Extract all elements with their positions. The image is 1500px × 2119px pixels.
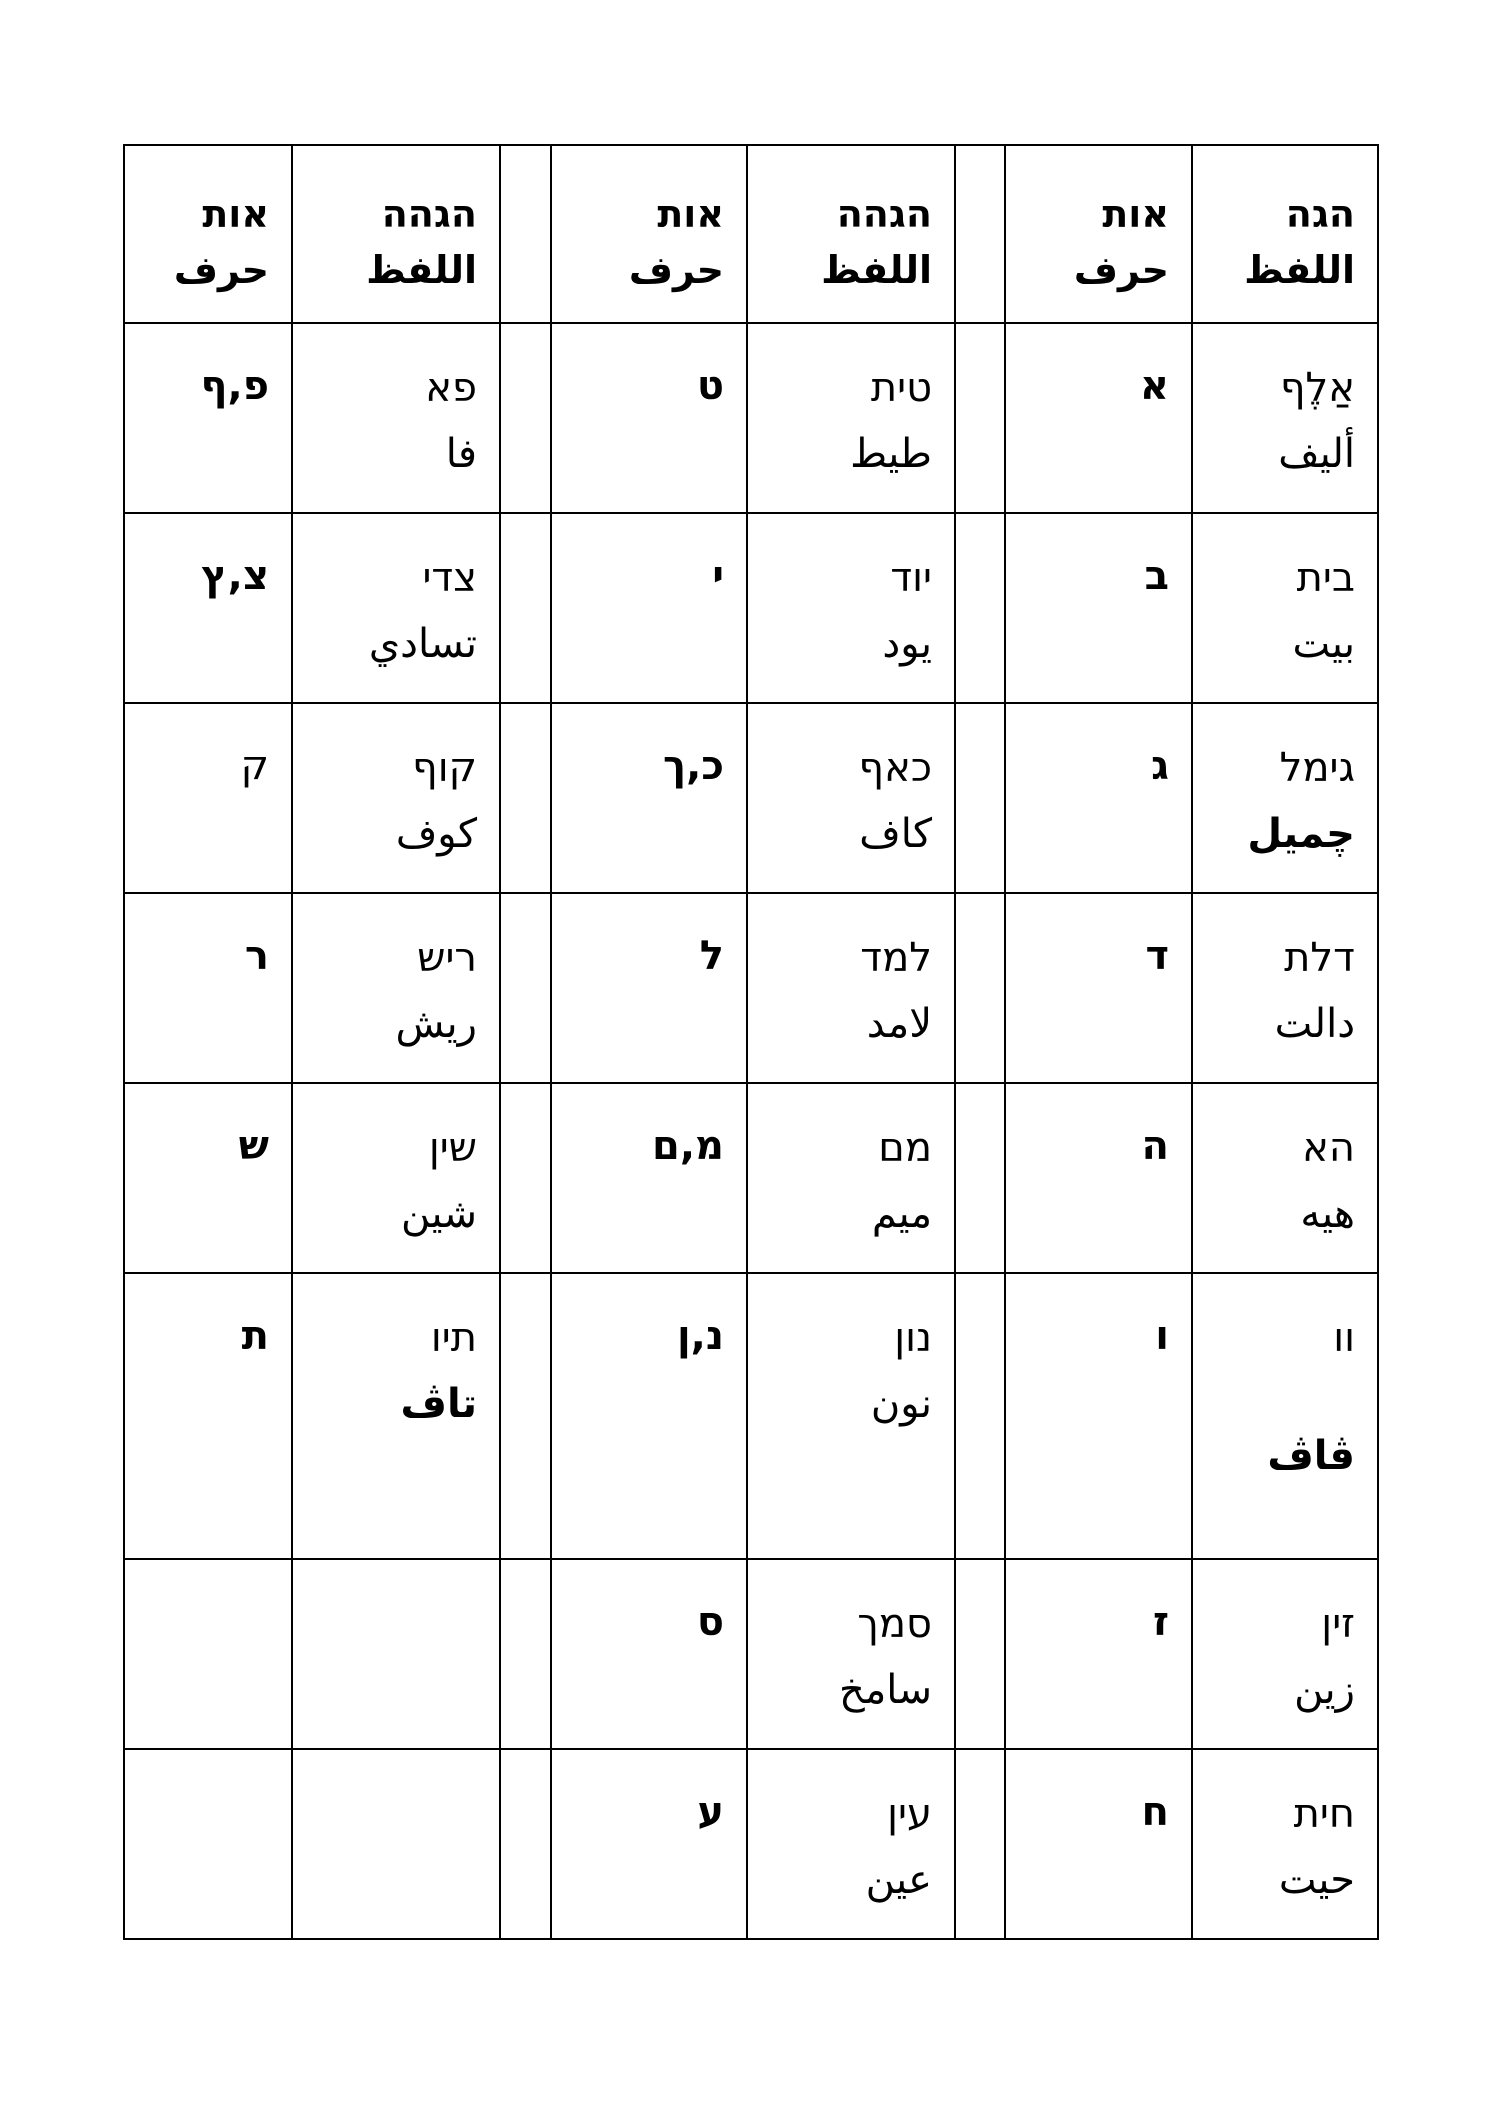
name-cell: [747, 1749, 955, 1939]
name-cell: [1192, 1559, 1378, 1749]
header-line-hebrew: אות: [657, 192, 724, 236]
header-line-arabic: اللفظ: [366, 248, 477, 292]
header-line-hebrew: הגהה: [381, 192, 477, 236]
name-cell: [747, 323, 955, 513]
arabic-name: تاڤ: [400, 1381, 477, 1427]
spacer-cell: [500, 1559, 551, 1749]
letter-cell: [1005, 1749, 1192, 1939]
letter-cell: [124, 893, 292, 1083]
arabic-name: نون: [870, 1381, 932, 1427]
spacer-cell: [500, 893, 551, 1083]
arabic-name: تسادي: [368, 621, 477, 667]
letter-glyph: ק: [240, 743, 269, 789]
letter-cell: [124, 703, 292, 893]
name-cell: [1192, 513, 1378, 703]
letter-cell: [124, 1083, 292, 1273]
letter-glyph: כ,ך: [663, 743, 724, 789]
letter-glyph: פ,ף: [200, 363, 269, 409]
hebrew-name: תיו: [430, 1315, 477, 1361]
spacer-cell: [955, 893, 1005, 1083]
name-cell: [747, 513, 955, 703]
letter-glyph: ע: [697, 1789, 724, 1835]
header-line-hebrew: הגה: [1285, 192, 1355, 236]
name-cell: [1192, 1083, 1378, 1273]
arabic-name: ڤاڤ: [1267, 1433, 1355, 1479]
header-pronunciation-column-2: [747, 145, 955, 323]
spacer-cell: [955, 1559, 1005, 1749]
arabic-name: طيط: [850, 431, 932, 477]
arabic-name: بيت: [1292, 621, 1355, 667]
arabic-name: يود: [882, 621, 932, 667]
hebrew-name: נון: [894, 1315, 932, 1361]
header-line-arabic: اللفظ: [1244, 248, 1355, 292]
spacer-cell: [955, 513, 1005, 703]
letter-cell: [124, 1273, 292, 1559]
header-line-arabic: اللفظ: [821, 248, 932, 292]
letter-cell: [551, 513, 747, 703]
arabic-name: چميل: [1247, 811, 1355, 857]
spacer-cell: [955, 1273, 1005, 1559]
name-cell: [1192, 1749, 1378, 1939]
name-cell: [747, 893, 955, 1083]
arabic-name: عين: [865, 1857, 932, 1903]
empty-cell: [292, 1559, 500, 1749]
header-pronunciation-column-1: [1192, 145, 1378, 323]
hebrew-name: גימל: [1279, 745, 1355, 791]
hebrew-name: יוד: [890, 555, 932, 601]
header-line-arabic: حرف: [173, 248, 269, 292]
letter-glyph: ס: [696, 1599, 724, 1645]
arabic-name: كاف: [859, 811, 932, 857]
empty-cell: [124, 1559, 292, 1749]
spacer-cell: [500, 1749, 551, 1939]
name-cell: [292, 1083, 500, 1273]
name-cell: [1192, 893, 1378, 1083]
letter-cell: [551, 1749, 747, 1939]
hebrew-name: צדי: [422, 555, 477, 601]
header-line-hebrew: הגהה: [836, 192, 932, 236]
arabic-name: أليف: [1278, 431, 1355, 477]
letter-glyph: ד: [1145, 933, 1169, 979]
hebrew-name: חית: [1293, 1791, 1355, 1837]
letter-glyph: ו: [1155, 1313, 1169, 1359]
spacer-cell: [500, 1273, 551, 1559]
spacer-cell: [955, 703, 1005, 893]
hebrew-name: זין: [1321, 1601, 1355, 1647]
letter-glyph: ר: [244, 933, 269, 979]
letter-glyph: ט: [696, 363, 724, 409]
hebrew-name: הא: [1302, 1125, 1355, 1171]
letter-glyph: ח: [1141, 1789, 1169, 1835]
table-row: [124, 1273, 1378, 1559]
letter-glyph: ש: [238, 1123, 269, 1169]
hebrew-alphabet-table: [123, 144, 1379, 1940]
arabic-name: حيت: [1278, 1857, 1355, 1903]
arabic-name: شين: [400, 1191, 477, 1237]
hebrew-name: מם: [878, 1125, 932, 1171]
spacer-cell: [500, 1083, 551, 1273]
letter-cell: [124, 323, 292, 513]
header-line-arabic: حرف: [628, 248, 724, 292]
name-cell: [747, 1559, 955, 1749]
letter-glyph: ל: [699, 933, 724, 979]
table-row: [124, 1749, 1378, 1939]
letter-cell: [551, 1083, 747, 1273]
letter-cell: [551, 323, 747, 513]
hebrew-name: שין: [428, 1125, 477, 1171]
letter-cell: [551, 1273, 747, 1559]
letter-cell: [1005, 703, 1192, 893]
letter-glyph: צ,ץ: [201, 553, 269, 599]
header-letter-column-3: [124, 145, 292, 323]
spacer-cell: [500, 323, 551, 513]
letter-glyph: נ,ן: [676, 1313, 724, 1359]
arabic-name: لامد: [866, 1001, 932, 1047]
letter-cell: [1005, 1559, 1192, 1749]
letter-glyph: א: [1139, 363, 1169, 409]
name-cell: [747, 1083, 955, 1273]
letter-cell: [551, 1559, 747, 1749]
table-row: [124, 1083, 1378, 1273]
header-pronunciation-column-3: [292, 145, 500, 323]
letter-glyph: י: [712, 553, 724, 599]
hebrew-name: אַלֶף: [1279, 365, 1355, 411]
header-line-hebrew: אות: [1102, 192, 1169, 236]
letter-cell: [1005, 893, 1192, 1083]
letter-glyph: ב: [1144, 553, 1169, 599]
spacer-cell: [500, 703, 551, 893]
letter-glyph: מ,ם: [652, 1123, 724, 1169]
spacer-cell: [955, 145, 1005, 323]
name-cell: [747, 703, 955, 893]
hebrew-name: דלת: [1284, 935, 1355, 981]
name-cell: [292, 893, 500, 1083]
name-cell: [292, 1273, 500, 1559]
name-cell: [1192, 703, 1378, 893]
arabic-name: فا: [445, 431, 477, 477]
table-row: [124, 513, 1378, 703]
hebrew-name: למד: [860, 935, 932, 981]
name-cell: [1192, 1273, 1378, 1559]
hebrew-name: קוף: [412, 745, 477, 791]
spacer-cell: [955, 1749, 1005, 1939]
hebrew-name: עין: [887, 1791, 932, 1837]
arabic-name: زين: [1294, 1667, 1355, 1713]
empty-cell: [292, 1749, 500, 1939]
header-line-hebrew: אות: [202, 192, 269, 236]
name-cell: [292, 323, 500, 513]
header-row: [124, 145, 1378, 323]
hebrew-name: בית: [1296, 555, 1355, 601]
name-cell: [292, 513, 500, 703]
arabic-name: كوف: [395, 811, 477, 857]
hebrew-name: סמך: [857, 1601, 932, 1647]
letter-cell: [124, 513, 292, 703]
hebrew-name: טית: [870, 365, 932, 411]
letter-glyph: ת: [241, 1313, 269, 1359]
letter-cell: [1005, 513, 1192, 703]
name-cell: [292, 703, 500, 893]
letter-glyph: ג: [1151, 743, 1169, 789]
name-cell: [747, 1273, 955, 1559]
spacer-cell: [955, 323, 1005, 513]
name-cell: [1192, 323, 1378, 513]
arabic-name: سامخ: [839, 1667, 932, 1713]
empty-cell: [124, 1749, 292, 1939]
letter-glyph: ה: [1141, 1123, 1169, 1169]
table-row: [124, 703, 1378, 893]
arabic-name: هيه: [1300, 1191, 1355, 1237]
arabic-name: ريش: [395, 1001, 477, 1047]
hebrew-name: כאף: [858, 745, 932, 791]
letter-cell: [551, 893, 747, 1083]
spacer-cell: [500, 513, 551, 703]
hebrew-name: וו: [1333, 1315, 1355, 1361]
hebrew-name: ריש: [417, 935, 477, 981]
letter-cell: [1005, 1273, 1192, 1559]
header-line-arabic: حرف: [1073, 248, 1169, 292]
hebrew-name: פא: [425, 365, 477, 411]
header-letter-column-1: [1005, 145, 1192, 323]
spacer-cell: [500, 145, 551, 323]
letter-cell: [1005, 1083, 1192, 1273]
arabic-name: دالت: [1274, 1001, 1355, 1047]
arabic-name: ميم: [871, 1191, 932, 1237]
header-letter-column-2: [551, 145, 747, 323]
table-row: [124, 893, 1378, 1083]
spacer-cell: [955, 1083, 1005, 1273]
letter-cell: [551, 703, 747, 893]
table-row: [124, 1559, 1378, 1749]
table-row: [124, 323, 1378, 513]
letter-cell: [1005, 323, 1192, 513]
letter-glyph: ז: [1152, 1599, 1169, 1645]
